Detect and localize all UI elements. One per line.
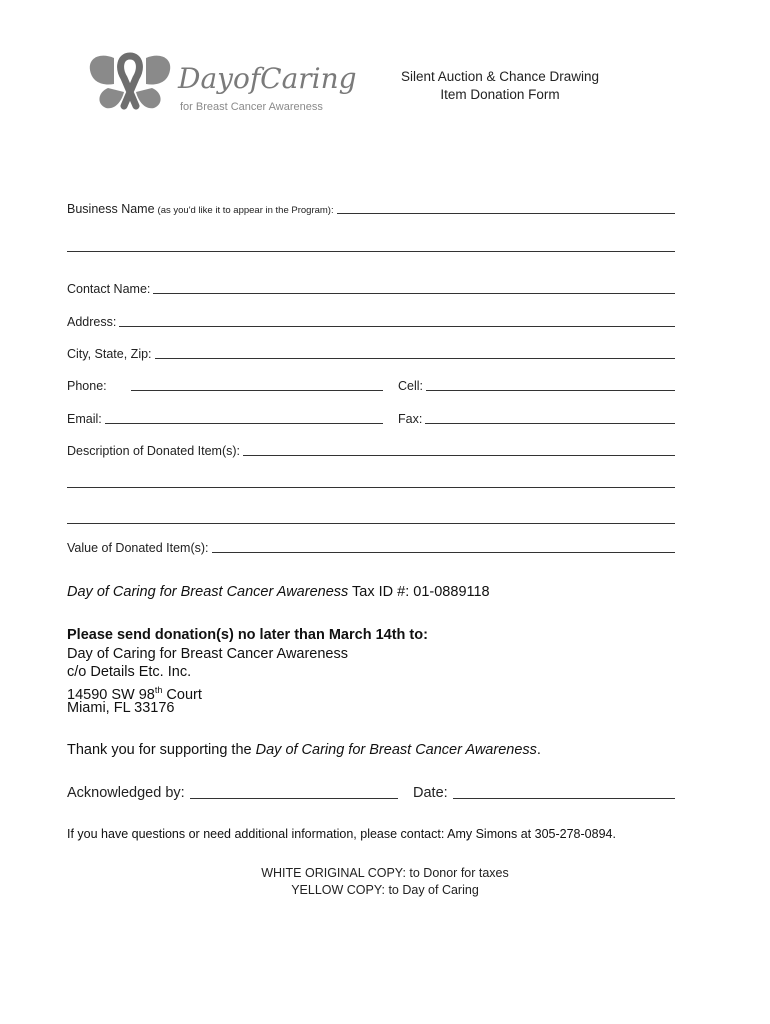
address-label: Address: [67, 315, 117, 329]
address-line[interactable] [119, 312, 675, 327]
shipping-line1: Day of Caring for Breast Cancer Awareness [67, 646, 349, 662]
contact-name-line[interactable] [153, 279, 675, 294]
value-line[interactable] [212, 538, 675, 553]
shipping-line4: Miami, FL 33176 [67, 700, 175, 716]
email-line[interactable] [105, 409, 383, 424]
thanks-suffix: . [536, 742, 541, 758]
phone-line[interactable] [131, 376, 383, 391]
email-field[interactable] [67, 408, 383, 426]
description-line-2[interactable] [67, 487, 675, 488]
tax-org-name: Day of Caring for Breast Cancer Awareness [67, 584, 349, 600]
acknowledged-line[interactable] [190, 784, 398, 799]
thanks-prefix: Thank you for supporting the [67, 742, 256, 758]
business-name-label: Business Name [67, 202, 155, 216]
yellow-copy-note: YELLOW COPY: to Day of Caring [291, 883, 479, 897]
acknowledged-field[interactable] [67, 783, 398, 801]
logo [86, 48, 357, 128]
contact-note: If you have questions or need additional information, please contact: Amy Simons at 305-278-0894. [67, 827, 616, 841]
fax-label: Fax: [398, 412, 423, 426]
phone-field[interactable] [67, 375, 383, 393]
cell-label: Cell: [398, 379, 424, 393]
cell-field[interactable] [398, 375, 675, 393]
contact-name-label: Contact Name: [67, 282, 151, 296]
description-line[interactable] [243, 441, 675, 456]
business-name-line[interactable] [337, 199, 675, 214]
city-state-zip-field[interactable] [67, 343, 675, 361]
form-title-line1: Silent Auction & Chance Drawing [400, 69, 600, 84]
cell-line[interactable] [426, 376, 675, 391]
logo-title: DayofCaring [178, 62, 357, 95]
tax-id: Tax ID #: 01-0889118 [352, 584, 490, 600]
logo-subtitle: for Breast Cancer Awareness [180, 101, 323, 113]
contact-name-field[interactable] [67, 278, 675, 296]
city-state-zip-line[interactable] [155, 344, 675, 359]
business-name-field[interactable] [67, 198, 675, 216]
email-label: Email: [67, 412, 102, 426]
shipping-line2: c/o Details Etc. Inc. [67, 664, 192, 680]
date-label: Date: [413, 785, 448, 801]
description-field[interactable] [67, 440, 675, 458]
fax-field[interactable] [398, 408, 675, 426]
date-field[interactable] [413, 783, 675, 801]
date-line[interactable] [453, 784, 675, 799]
street-suffix: Court [162, 686, 202, 703]
business-name-note: (as you'd like it to appear in the Program): [157, 205, 334, 216]
fax-line[interactable] [425, 409, 675, 424]
thanks-line [67, 741, 541, 760]
value-label: Value of Donated Item(s): [67, 541, 209, 555]
description-line-3[interactable] [67, 523, 675, 524]
white-copy-note: WHITE ORIGINAL COPY: to Donor for taxes [261, 866, 509, 880]
form-title-line2: Item Donation Form [440, 87, 560, 102]
value-field[interactable] [67, 537, 675, 555]
thanks-org: Day of Caring for Breast Cancer Awareness [255, 742, 537, 758]
butterfly-ribbon-icon [86, 48, 357, 128]
address-field[interactable] [67, 311, 675, 329]
phone-label: Phone: [67, 379, 107, 393]
acknowledged-label: Acknowledged by: [67, 785, 185, 801]
description-label: Description of Donated Item(s): [67, 444, 240, 458]
business-name-line-2[interactable] [67, 251, 675, 252]
shipping-heading: Please send donation(s) no later than March 14th to: [67, 627, 428, 643]
tax-id-line [67, 583, 490, 602]
street-ordinal: th [154, 685, 163, 695]
street-number: 14590 SW 98 [67, 686, 155, 703]
city-state-zip-label: City, State, Zip: [67, 347, 152, 361]
